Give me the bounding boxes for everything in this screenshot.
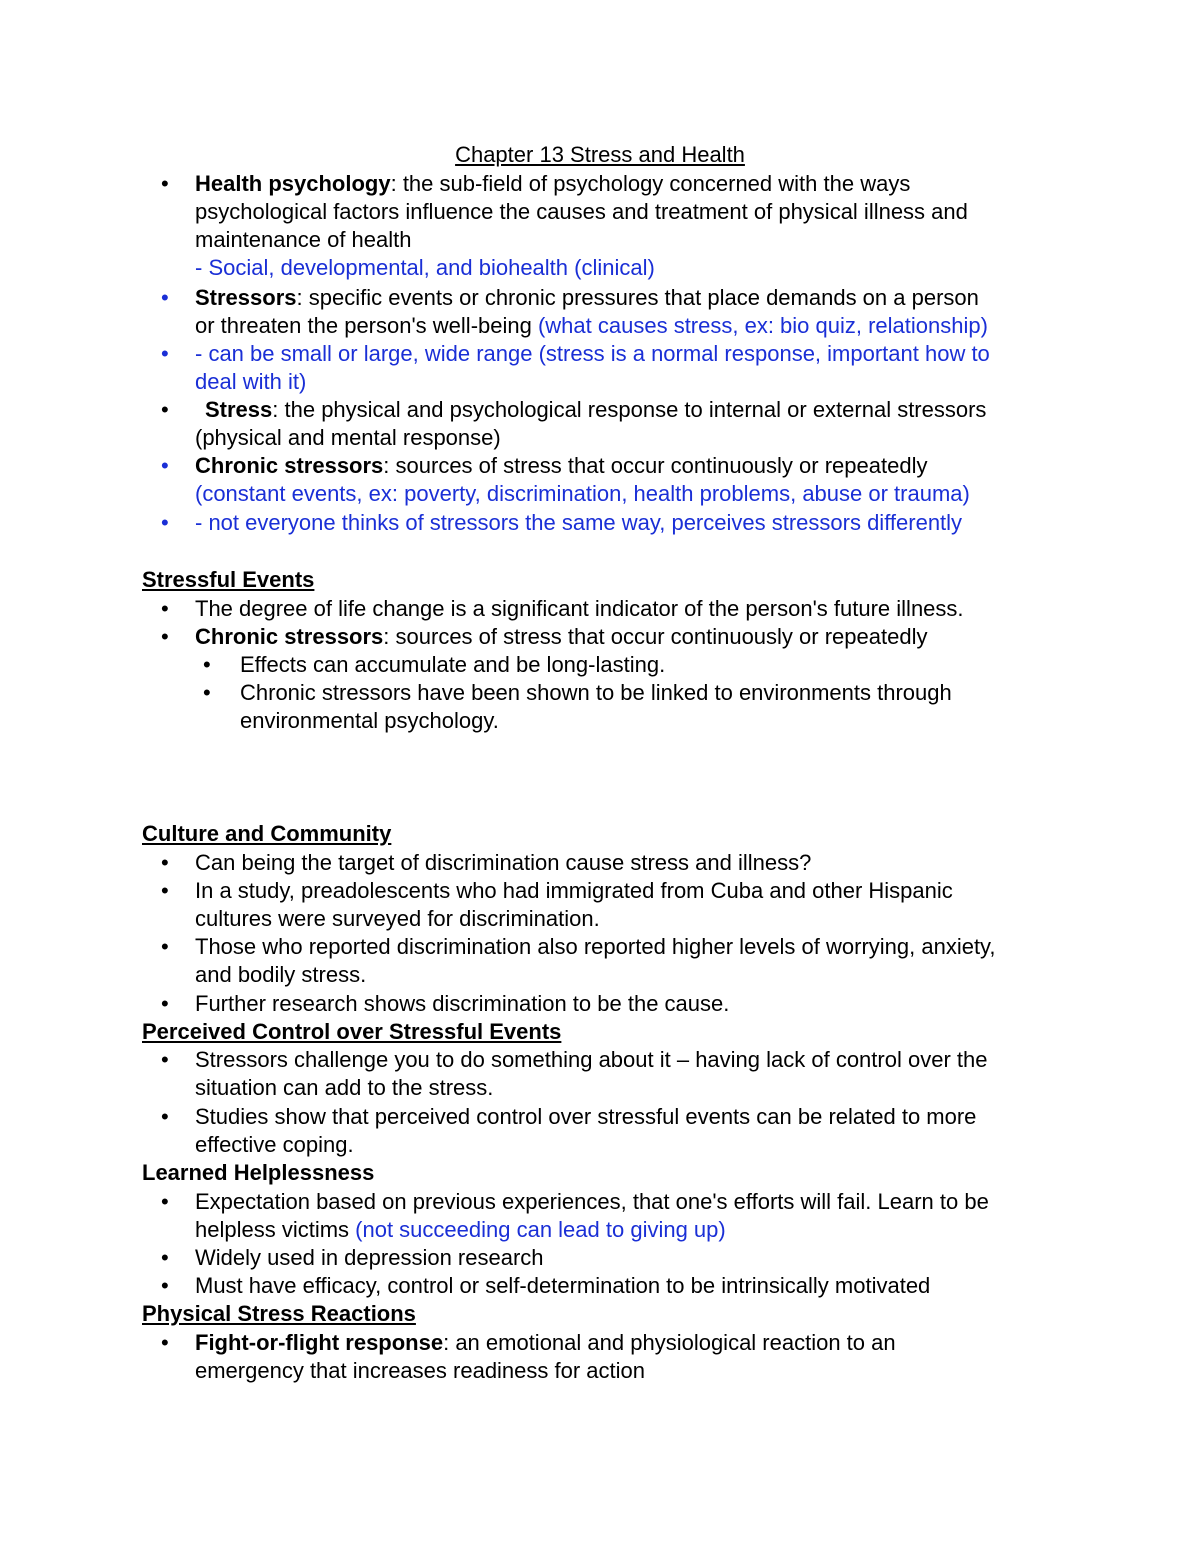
list-item-stress-cont: (physical and mental response): [195, 425, 501, 450]
bullet: •: [161, 1047, 169, 1072]
term-health-psychology: Health psychology: [195, 171, 391, 196]
bullet: •: [161, 510, 169, 535]
list-item: Can being the target of discrimination cause stress and illness?: [195, 850, 812, 875]
bullet: •: [161, 1245, 169, 1270]
bullet: •: [161, 1330, 169, 1355]
term-fight-or-flight: Fight-or-flight response: [195, 1330, 444, 1355]
list-item: Those who reported discrimination also reported higher levels of worrying, anxiety, and bodily stress.: [195, 934, 996, 987]
term-chronic-stressors: Chronic stressors: [195, 453, 384, 478]
bullet: •: [203, 652, 211, 677]
list-item: Stressors challenge you to do something about it – having lack of control over the situation can add to the stress.: [195, 1047, 988, 1100]
list-item-stress: Stress: the physical and psychological response to internal or external stressors: [205, 397, 987, 422]
section-heading-physical-stress: Physical Stress Reactions: [142, 1301, 416, 1326]
list-item: Expectation based on previous experiences, that one's efforts will fail. Learn to be helpless victims (not succeeding can lead to giving up): [195, 1189, 989, 1242]
annotation-note: (what causes stress, ex: bio quiz, relationship): [537, 313, 988, 338]
bullet: •: [203, 680, 211, 705]
bullet: •: [161, 1189, 169, 1214]
bullet: •: [161, 850, 169, 875]
list-item-small-large: - can be small or large, wide range (stress is a normal response, important how to deal with it): [195, 341, 990, 394]
list-item: Widely used in depression research: [195, 1245, 544, 1270]
list-item: The degree of life change is a significant indicator of the person's future illness.: [195, 596, 964, 621]
sub-list-item: Effects can accumulate and be long-lasting.: [240, 652, 666, 677]
section-heading-culture: Culture and Community: [142, 821, 392, 846]
list-item-not-everyone: - not everyone thinks of stressors the same way, perceives stressors differently: [195, 510, 963, 535]
term-stress: Stress: [205, 397, 273, 422]
bullet: •: [161, 341, 169, 366]
list-item: Further research shows discrimination to be the cause.: [195, 991, 730, 1016]
bullet: •: [161, 171, 169, 196]
list-item-health-psychology: Health psychology: the sub-field of psychology concerned with the ways psychological factors influence the causes and treatment of physical illness and maintenance of health - Social, developmental, and biohealth (clinical): [195, 171, 968, 280]
term-stressors: Stressors: [195, 285, 297, 310]
list-item-chronic: Chronic stressors: sources of stress that occur continuously or repeatedly (constant events, ex: poverty, discrimination, health problems, abuse or trauma): [195, 453, 970, 506]
bullet: •: [161, 1273, 169, 1298]
list-item-stressors: Stressors: specific events or chronic pressures that place demands on a person or threaten the person's well-being (what causes stress, ex: bio quiz, relationship): [195, 285, 988, 338]
sub-list-item: Chronic stressors have been shown to be linked to environments through environmental psychology.: [240, 680, 952, 733]
bullet: •: [161, 934, 169, 959]
page-title: Chapter 13 Stress and Health: [455, 142, 745, 167]
bullet: •: [161, 1104, 169, 1129]
bullet: •: [161, 453, 169, 478]
list-item: In a study, preadolescents who had immigrated from Cuba and other Hispanic cultures were surveyed for discrimination.: [195, 878, 953, 931]
section-heading-stressful-events: Stressful Events: [142, 567, 315, 592]
bullet: •: [161, 624, 169, 649]
list-item: Must have efficacy, control or self-determination to be intrinsically motivated: [195, 1273, 931, 1298]
section-heading-perceived-control: Perceived Control over Stressful Events: [142, 1019, 562, 1044]
bullet: •: [161, 397, 169, 422]
list-item: Studies show that perceived control over stressful events can be related to more effective coping.: [195, 1104, 977, 1157]
list-item: Fight-or-flight response: an emotional and physiological reaction to an emergency that increases readiness for action: [195, 1330, 896, 1383]
bullet: •: [161, 596, 169, 621]
annotation-note: (not succeeding can lead to giving up): [355, 1217, 726, 1242]
annotation-note: - Social, developmental, and biohealth (clinical): [195, 255, 655, 280]
section-heading-learned-helplessness: Learned Helplessness: [142, 1160, 375, 1185]
bullet: •: [161, 991, 169, 1016]
bullet: •: [161, 878, 169, 903]
annotation-note: (constant events, ex: poverty, discrimination, health problems, abuse or trauma): [195, 481, 970, 506]
bullet: •: [161, 285, 169, 310]
list-item: Chronic stressors: sources of stress that occur continuously or repeatedly: [195, 624, 928, 649]
